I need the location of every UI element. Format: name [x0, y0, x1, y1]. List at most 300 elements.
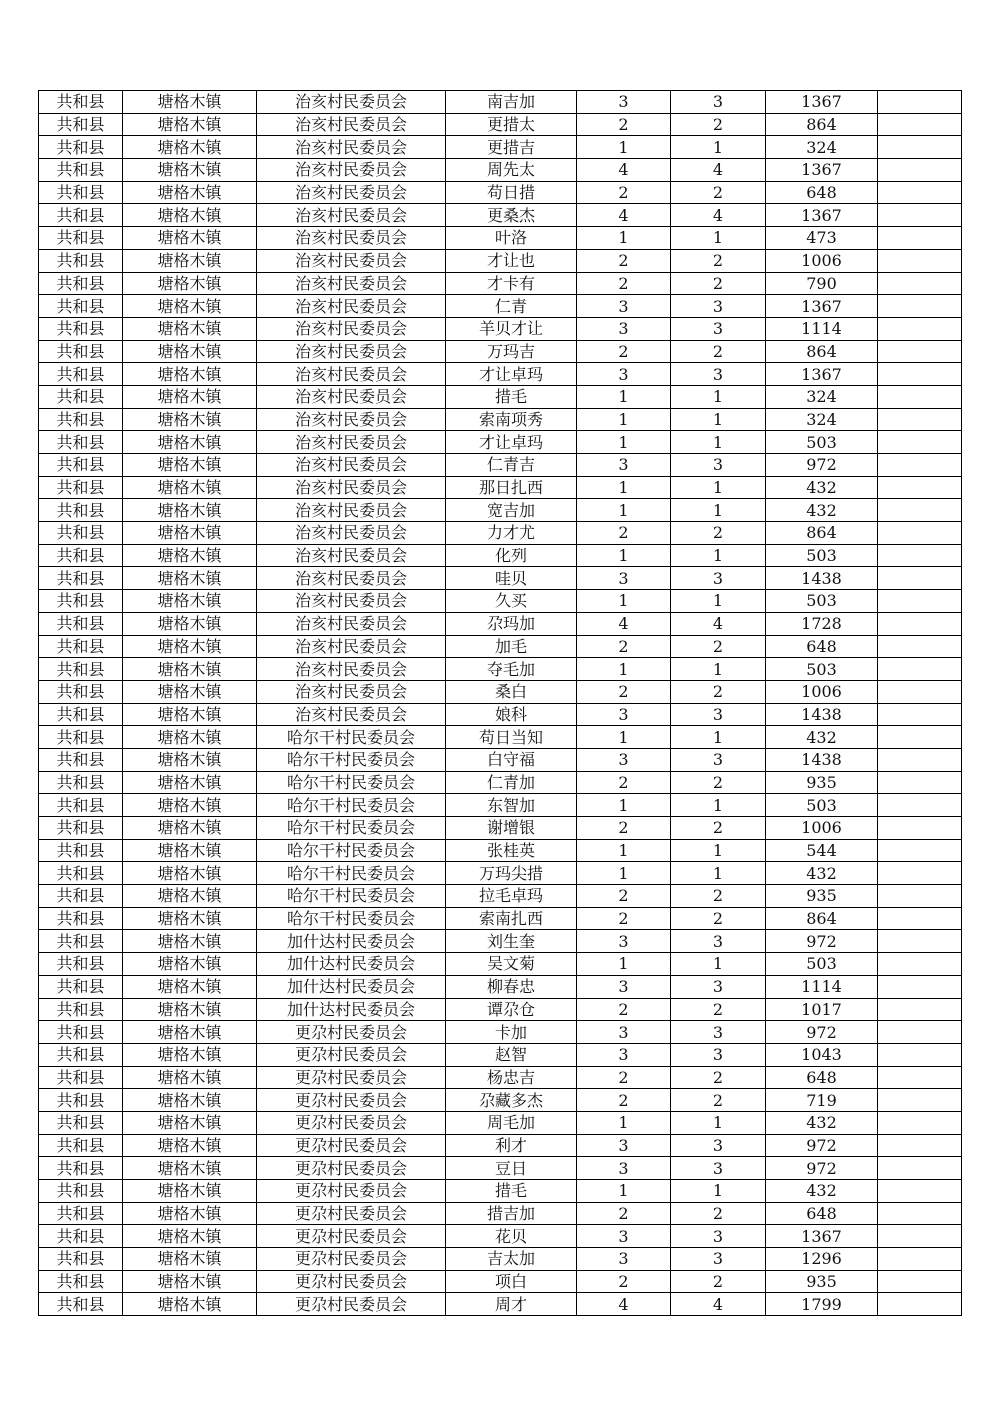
- county-cell: 共和县: [39, 1225, 123, 1248]
- town-cell: 塘格木镇: [123, 544, 257, 567]
- name-cell: 杨忠吉: [446, 1066, 577, 1089]
- name-cell: 久买: [446, 590, 577, 613]
- amount-cell: 648: [766, 635, 878, 658]
- person-count-cell: 3: [671, 930, 766, 953]
- remark-cell: [878, 726, 962, 749]
- household-count-cell: 4: [577, 159, 671, 182]
- county-cell: 共和县: [39, 1111, 123, 1134]
- table-row: [39, 476, 962, 499]
- village-committee-cell: 哈尔干村民委员会: [257, 885, 446, 908]
- table-row: [39, 431, 962, 454]
- village-committee-cell: 更尕村民委员会: [257, 1225, 446, 1248]
- name-cell: 娘科: [446, 703, 577, 726]
- amount-cell: 503: [766, 953, 878, 976]
- village-committee-cell: 治亥村民委员会: [257, 385, 446, 408]
- name-cell: 桑白: [446, 680, 577, 703]
- town-cell: 塘格木镇: [123, 771, 257, 794]
- amount-cell: 1114: [766, 975, 878, 998]
- village-committee-cell: 治亥村民委员会: [257, 612, 446, 635]
- town-cell: 塘格木镇: [123, 1134, 257, 1157]
- village-committee-cell: 治亥村民委员会: [257, 159, 446, 182]
- town-cell: 塘格木镇: [123, 590, 257, 613]
- county-cell: 共和县: [39, 431, 123, 454]
- county-cell: 共和县: [39, 1180, 123, 1203]
- name-cell: 措毛: [446, 1180, 577, 1203]
- amount-cell: 1017: [766, 998, 878, 1021]
- amount-cell: 972: [766, 1021, 878, 1044]
- household-count-cell: 3: [577, 317, 671, 340]
- amount-cell: 432: [766, 1111, 878, 1134]
- amount-cell: 1367: [766, 295, 878, 318]
- village-committee-cell: 更尕村民委员会: [257, 1111, 446, 1134]
- village-committee-cell: 更尕村民委员会: [257, 1270, 446, 1293]
- table-row: [39, 862, 962, 885]
- town-cell: 塘格木镇: [123, 680, 257, 703]
- remark-cell: [878, 544, 962, 567]
- remark-cell: [878, 272, 962, 295]
- town-cell: 塘格木镇: [123, 340, 257, 363]
- amount-cell: 1367: [766, 91, 878, 114]
- county-cell: 共和县: [39, 136, 123, 159]
- amount-cell: 864: [766, 907, 878, 930]
- household-count-cell: 3: [577, 1021, 671, 1044]
- table-row: [39, 340, 962, 363]
- name-cell: 项白: [446, 1270, 577, 1293]
- amount-cell: 864: [766, 113, 878, 136]
- name-cell: 叶洛: [446, 227, 577, 250]
- data-table: [38, 90, 962, 1316]
- village-committee-cell: 更尕村民委员会: [257, 1134, 446, 1157]
- person-count-cell: 3: [671, 1134, 766, 1157]
- remark-cell: [878, 1066, 962, 1089]
- household-count-cell: 1: [577, 476, 671, 499]
- person-count-cell: 2: [671, 635, 766, 658]
- county-cell: 共和县: [39, 159, 123, 182]
- town-cell: 塘格木镇: [123, 658, 257, 681]
- table-row: [39, 408, 962, 431]
- name-cell: 赵智: [446, 1043, 577, 1066]
- table-row: [39, 363, 962, 386]
- county-cell: 共和县: [39, 272, 123, 295]
- table-row: [39, 1043, 962, 1066]
- town-cell: 塘格木镇: [123, 1157, 257, 1180]
- household-count-cell: 2: [577, 113, 671, 136]
- county-cell: 共和县: [39, 408, 123, 431]
- village-committee-cell: 哈尔干村民委员会: [257, 862, 446, 885]
- village-committee-cell: 治亥村民委员会: [257, 522, 446, 545]
- remark-cell: [878, 1089, 962, 1112]
- town-cell: 塘格木镇: [123, 1066, 257, 1089]
- amount-cell: 324: [766, 385, 878, 408]
- village-committee-cell: 更尕村民委员会: [257, 1202, 446, 1225]
- amount-cell: 324: [766, 136, 878, 159]
- town-cell: 塘格木镇: [123, 635, 257, 658]
- county-cell: 共和县: [39, 91, 123, 114]
- person-count-cell: 4: [671, 612, 766, 635]
- town-cell: 塘格木镇: [123, 1111, 257, 1134]
- amount-cell: 864: [766, 340, 878, 363]
- household-count-cell: 2: [577, 340, 671, 363]
- village-committee-cell: 治亥村民委员会: [257, 499, 446, 522]
- name-cell: 仁青吉: [446, 454, 577, 477]
- town-cell: 塘格木镇: [123, 862, 257, 885]
- remark-cell: [878, 181, 962, 204]
- name-cell: 谭尕仓: [446, 998, 577, 1021]
- table-row: [39, 726, 962, 749]
- household-count-cell: 3: [577, 1248, 671, 1271]
- remark-cell: [878, 612, 962, 635]
- household-count-cell: 3: [577, 454, 671, 477]
- remark-cell: [878, 748, 962, 771]
- remark-cell: [878, 431, 962, 454]
- remark-cell: [878, 680, 962, 703]
- household-count-cell: 3: [577, 975, 671, 998]
- person-count-cell: 4: [671, 1293, 766, 1316]
- table-row: [39, 181, 962, 204]
- amount-cell: 1799: [766, 1293, 878, 1316]
- town-cell: 塘格木镇: [123, 953, 257, 976]
- person-count-cell: 4: [671, 204, 766, 227]
- village-committee-cell: 治亥村民委员会: [257, 181, 446, 204]
- person-count-cell: 2: [671, 1270, 766, 1293]
- person-count-cell: 2: [671, 522, 766, 545]
- table-row: [39, 703, 962, 726]
- name-cell: 卡加: [446, 1021, 577, 1044]
- person-count-cell: 3: [671, 748, 766, 771]
- name-cell: 才卡有: [446, 272, 577, 295]
- village-committee-cell: 治亥村民委员会: [257, 544, 446, 567]
- remark-cell: [878, 1157, 962, 1180]
- amount-cell: 1438: [766, 748, 878, 771]
- name-cell: 更措太: [446, 113, 577, 136]
- village-committee-cell: 更尕村民委员会: [257, 1248, 446, 1271]
- name-cell: 柳春忠: [446, 975, 577, 998]
- person-count-cell: 3: [671, 295, 766, 318]
- name-cell: 仁青: [446, 295, 577, 318]
- household-count-cell: 1: [577, 136, 671, 159]
- person-count-cell: 2: [671, 817, 766, 840]
- town-cell: 塘格木镇: [123, 726, 257, 749]
- county-cell: 共和县: [39, 249, 123, 272]
- amount-cell: 972: [766, 1134, 878, 1157]
- amount-cell: 935: [766, 1270, 878, 1293]
- table-row: [39, 249, 962, 272]
- town-cell: 塘格木镇: [123, 454, 257, 477]
- amount-cell: 503: [766, 658, 878, 681]
- county-cell: 共和县: [39, 907, 123, 930]
- name-cell: 花贝: [446, 1225, 577, 1248]
- table-row: [39, 159, 962, 182]
- county-cell: 共和县: [39, 930, 123, 953]
- amount-cell: 1367: [766, 159, 878, 182]
- table-row: [39, 590, 962, 613]
- name-cell: 才让卓玛: [446, 431, 577, 454]
- amount-cell: 1006: [766, 817, 878, 840]
- remark-cell: [878, 635, 962, 658]
- town-cell: 塘格木镇: [123, 1202, 257, 1225]
- amount-cell: 719: [766, 1089, 878, 1112]
- household-count-cell: 1: [577, 1111, 671, 1134]
- amount-cell: 503: [766, 590, 878, 613]
- village-committee-cell: 治亥村民委员会: [257, 680, 446, 703]
- village-committee-cell: 治亥村民委员会: [257, 340, 446, 363]
- amount-cell: 1438: [766, 567, 878, 590]
- household-count-cell: 1: [577, 658, 671, 681]
- amount-cell: 1367: [766, 363, 878, 386]
- amount-cell: 432: [766, 499, 878, 522]
- town-cell: 塘格木镇: [123, 930, 257, 953]
- county-cell: 共和县: [39, 703, 123, 726]
- name-cell: 更措吉: [446, 136, 577, 159]
- village-committee-cell: 更尕村民委员会: [257, 1066, 446, 1089]
- village-committee-cell: 治亥村民委员会: [257, 363, 446, 386]
- amount-cell: 1043: [766, 1043, 878, 1066]
- person-count-cell: 2: [671, 1066, 766, 1089]
- county-cell: 共和县: [39, 748, 123, 771]
- household-count-cell: 1: [577, 499, 671, 522]
- village-committee-cell: 哈尔干村民委员会: [257, 726, 446, 749]
- table-body: [39, 91, 962, 1316]
- remark-cell: [878, 1134, 962, 1157]
- town-cell: 塘格木镇: [123, 703, 257, 726]
- table-row: [39, 998, 962, 1021]
- table-row: [39, 817, 962, 840]
- remark-cell: [878, 1021, 962, 1044]
- town-cell: 塘格木镇: [123, 295, 257, 318]
- county-cell: 共和县: [39, 839, 123, 862]
- village-committee-cell: 治亥村民委员会: [257, 317, 446, 340]
- county-cell: 共和县: [39, 1202, 123, 1225]
- town-cell: 塘格木镇: [123, 1270, 257, 1293]
- household-count-cell: 3: [577, 703, 671, 726]
- remark-cell: [878, 590, 962, 613]
- county-cell: 共和县: [39, 1043, 123, 1066]
- table-row: [39, 91, 962, 114]
- county-cell: 共和县: [39, 385, 123, 408]
- county-cell: 共和县: [39, 953, 123, 976]
- county-cell: 共和县: [39, 817, 123, 840]
- county-cell: 共和县: [39, 1157, 123, 1180]
- remark-cell: [878, 658, 962, 681]
- county-cell: 共和县: [39, 181, 123, 204]
- town-cell: 塘格木镇: [123, 408, 257, 431]
- town-cell: 塘格木镇: [123, 748, 257, 771]
- town-cell: 塘格木镇: [123, 567, 257, 590]
- village-committee-cell: 治亥村民委员会: [257, 476, 446, 499]
- household-count-cell: 1: [577, 839, 671, 862]
- person-count-cell: 3: [671, 363, 766, 386]
- amount-cell: 432: [766, 476, 878, 499]
- village-committee-cell: 哈尔干村民委员会: [257, 839, 446, 862]
- amount-cell: 432: [766, 862, 878, 885]
- person-count-cell: 3: [671, 975, 766, 998]
- household-count-cell: 2: [577, 907, 671, 930]
- county-cell: 共和县: [39, 113, 123, 136]
- name-cell: 哇贝: [446, 567, 577, 590]
- household-count-cell: 1: [577, 544, 671, 567]
- village-committee-cell: 更尕村民委员会: [257, 1021, 446, 1044]
- remark-cell: [878, 817, 962, 840]
- amount-cell: 1367: [766, 1225, 878, 1248]
- amount-cell: 432: [766, 726, 878, 749]
- table-row: [39, 1134, 962, 1157]
- remark-cell: [878, 499, 962, 522]
- remark-cell: [878, 1225, 962, 1248]
- town-cell: 塘格木镇: [123, 317, 257, 340]
- household-count-cell: 2: [577, 249, 671, 272]
- remark-cell: [878, 1270, 962, 1293]
- person-count-cell: 2: [671, 249, 766, 272]
- household-count-cell: 2: [577, 1202, 671, 1225]
- county-cell: 共和县: [39, 590, 123, 613]
- village-committee-cell: 治亥村民委员会: [257, 567, 446, 590]
- remark-cell: [878, 975, 962, 998]
- county-cell: 共和县: [39, 635, 123, 658]
- table-row: [39, 658, 962, 681]
- table-row: [39, 635, 962, 658]
- table-row: [39, 1225, 962, 1248]
- name-cell: 更桑杰: [446, 204, 577, 227]
- county-cell: 共和县: [39, 454, 123, 477]
- table-row: [39, 885, 962, 908]
- town-cell: 塘格木镇: [123, 817, 257, 840]
- name-cell: 白守福: [446, 748, 577, 771]
- name-cell: 吴文菊: [446, 953, 577, 976]
- town-cell: 塘格木镇: [123, 839, 257, 862]
- county-cell: 共和县: [39, 1270, 123, 1293]
- person-count-cell: 1: [671, 953, 766, 976]
- county-cell: 共和县: [39, 340, 123, 363]
- county-cell: 共和县: [39, 522, 123, 545]
- village-committee-cell: 更尕村民委员会: [257, 1043, 446, 1066]
- name-cell: 索南扎西: [446, 907, 577, 930]
- village-committee-cell: 加什达村民委员会: [257, 998, 446, 1021]
- town-cell: 塘格木镇: [123, 363, 257, 386]
- household-count-cell: 2: [577, 1089, 671, 1112]
- person-count-cell: 1: [671, 590, 766, 613]
- name-cell: 周先太: [446, 159, 577, 182]
- household-count-cell: 1: [577, 726, 671, 749]
- person-count-cell: 1: [671, 408, 766, 431]
- person-count-cell: 1: [671, 658, 766, 681]
- town-cell: 塘格木镇: [123, 181, 257, 204]
- town-cell: 塘格木镇: [123, 204, 257, 227]
- name-cell: 东智加: [446, 794, 577, 817]
- table-row: [39, 113, 962, 136]
- name-cell: 万玛吉: [446, 340, 577, 363]
- name-cell: 拉毛卓玛: [446, 885, 577, 908]
- amount-cell: 648: [766, 1202, 878, 1225]
- remark-cell: [878, 159, 962, 182]
- village-committee-cell: 治亥村民委员会: [257, 227, 446, 250]
- county-cell: 共和县: [39, 363, 123, 386]
- household-count-cell: 2: [577, 885, 671, 908]
- household-count-cell: 4: [577, 204, 671, 227]
- household-count-cell: 2: [577, 181, 671, 204]
- household-count-cell: 1: [577, 431, 671, 454]
- village-committee-cell: 加什达村民委员会: [257, 975, 446, 998]
- household-count-cell: 2: [577, 635, 671, 658]
- person-count-cell: 1: [671, 385, 766, 408]
- table-row: [39, 1066, 962, 1089]
- name-cell: 仁青加: [446, 771, 577, 794]
- village-committee-cell: 治亥村民委员会: [257, 136, 446, 159]
- table-row: [39, 953, 962, 976]
- table-row: [39, 680, 962, 703]
- village-committee-cell: 治亥村民委员会: [257, 295, 446, 318]
- county-cell: 共和县: [39, 658, 123, 681]
- amount-cell: 503: [766, 431, 878, 454]
- table-row: [39, 295, 962, 318]
- name-cell: 张桂英: [446, 839, 577, 862]
- person-count-cell: 1: [671, 476, 766, 499]
- remark-cell: [878, 522, 962, 545]
- town-cell: 塘格木镇: [123, 249, 257, 272]
- remark-cell: [878, 249, 962, 272]
- name-cell: 周毛加: [446, 1111, 577, 1134]
- village-committee-cell: 更尕村民委员会: [257, 1180, 446, 1203]
- person-count-cell: 3: [671, 1021, 766, 1044]
- village-committee-cell: 哈尔干村民委员会: [257, 817, 446, 840]
- village-committee-cell: 治亥村民委员会: [257, 431, 446, 454]
- table-row: [39, 1293, 962, 1316]
- person-count-cell: 2: [671, 998, 766, 1021]
- person-count-cell: 1: [671, 794, 766, 817]
- household-count-cell: 3: [577, 1225, 671, 1248]
- household-count-cell: 3: [577, 1043, 671, 1066]
- county-cell: 共和县: [39, 567, 123, 590]
- village-committee-cell: 治亥村民委员会: [257, 272, 446, 295]
- name-cell: 力才尤: [446, 522, 577, 545]
- amount-cell: 1006: [766, 249, 878, 272]
- village-committee-cell: 治亥村民委员会: [257, 113, 446, 136]
- remark-cell: [878, 930, 962, 953]
- remark-cell: [878, 567, 962, 590]
- amount-cell: 864: [766, 522, 878, 545]
- remark-cell: [878, 1111, 962, 1134]
- table-row: [39, 544, 962, 567]
- table-row: [39, 839, 962, 862]
- county-cell: 共和县: [39, 975, 123, 998]
- table-row: [39, 907, 962, 930]
- person-count-cell: 3: [671, 91, 766, 114]
- household-count-cell: 3: [577, 1157, 671, 1180]
- remark-cell: [878, 204, 962, 227]
- person-count-cell: 1: [671, 839, 766, 862]
- amount-cell: 324: [766, 408, 878, 431]
- person-count-cell: 1: [671, 136, 766, 159]
- person-count-cell: 1: [671, 1180, 766, 1203]
- county-cell: 共和县: [39, 1021, 123, 1044]
- name-cell: 利才: [446, 1134, 577, 1157]
- village-committee-cell: 哈尔干村民委员会: [257, 771, 446, 794]
- county-cell: 共和县: [39, 1134, 123, 1157]
- village-committee-cell: 加什达村民委员会: [257, 953, 446, 976]
- remark-cell: [878, 136, 962, 159]
- name-cell: 刘生奎: [446, 930, 577, 953]
- village-committee-cell: 治亥村民委员会: [257, 454, 446, 477]
- name-cell: 尕藏多杰: [446, 1089, 577, 1112]
- table-row: [39, 1089, 962, 1112]
- county-cell: 共和县: [39, 862, 123, 885]
- name-cell: 尕玛加: [446, 612, 577, 635]
- amount-cell: 1367: [766, 204, 878, 227]
- remark-cell: [878, 317, 962, 340]
- table-row: [39, 794, 962, 817]
- county-cell: 共和县: [39, 794, 123, 817]
- household-count-cell: 1: [577, 953, 671, 976]
- amount-cell: 473: [766, 227, 878, 250]
